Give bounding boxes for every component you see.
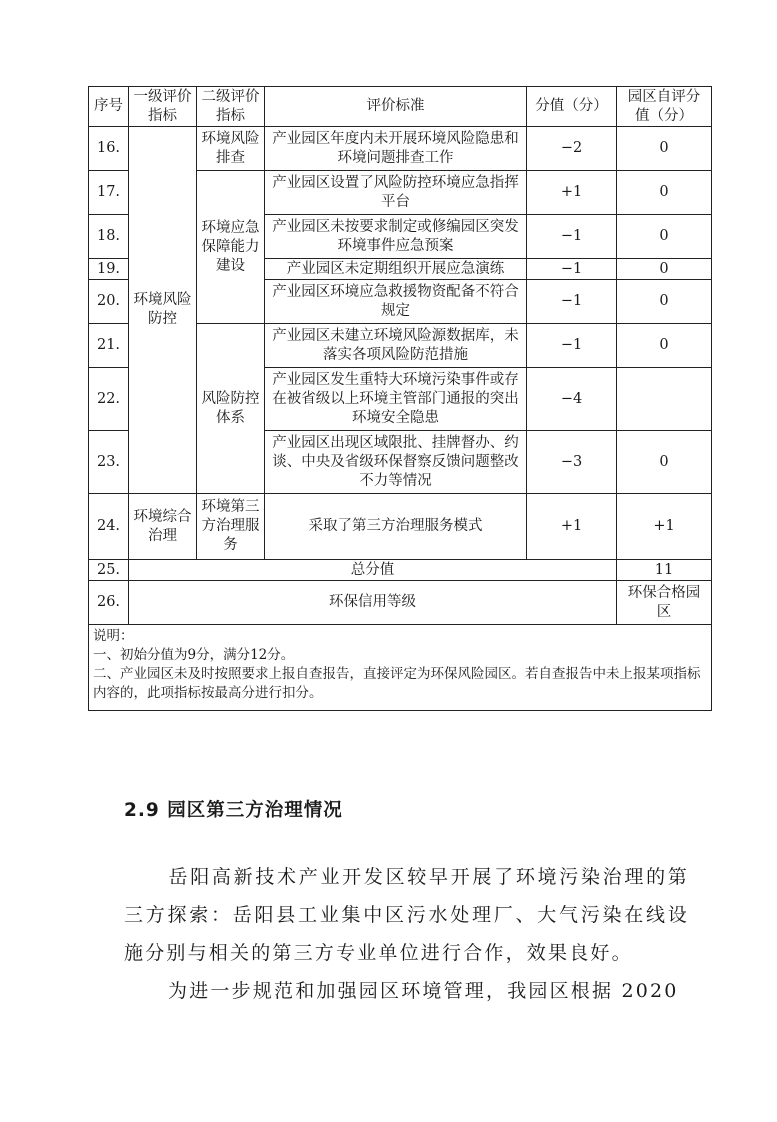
row-criterion: 采取了第三方治理服务模式 xyxy=(265,494,527,560)
row-score: −3 xyxy=(527,431,617,494)
level2-emergency-cell: 环境应急保障能力建设 xyxy=(197,171,265,324)
notes-cell xyxy=(89,625,712,711)
notes-title: 说明： xyxy=(93,628,134,644)
row-self-score xyxy=(617,368,712,431)
total-row xyxy=(89,560,712,581)
row-seq: 16. xyxy=(89,127,129,171)
row-self-score: 0 xyxy=(617,431,712,494)
section-heading: 2.9 园区第三方治理情况 xyxy=(124,800,343,821)
row-seq: 22. xyxy=(89,368,129,431)
row-seq: 17. xyxy=(89,171,129,215)
total-seq: 25. xyxy=(89,560,129,581)
row-criterion: 产业园区未定期组织开展应急演练 xyxy=(265,259,527,280)
row-criterion: 产业园区未建立环境风险源数据库，未落实各项风险防范措施 xyxy=(265,324,527,368)
row-criterion: 产业园区发生重特大环境污染事件或存在被省级以上环境主管部门通报的突出环境安全隐患 xyxy=(265,368,527,431)
row-self-score: 0 xyxy=(617,280,712,324)
header-level1: 一级评价指标 xyxy=(129,87,197,127)
table-header-row xyxy=(89,87,712,127)
row-seq: 18. xyxy=(89,215,129,259)
paragraph-2-text: 为进一步规范和加强园区环境管理，我园区根据 2020 xyxy=(168,980,679,1002)
row-criterion: 产业园区设置了风险防控环境应急指挥平台 xyxy=(265,171,527,215)
credit-label: 环保信用等级 xyxy=(129,581,617,625)
evaluation-table xyxy=(88,86,712,711)
level1-risk-cell: 环境风险防控 xyxy=(129,127,197,494)
level2-third-party-cell: 环境第三方治理服务 xyxy=(197,494,265,560)
header-level2: 二级评价指标 xyxy=(197,87,265,127)
notes-line-2: 二、产业园区未及时按照要求上报自查报告，直接评定为环保风险园区。若自查报告中未上报某项指标内容的，此项指标按最高分进行扣分。 xyxy=(93,666,701,701)
row-score: +1 xyxy=(527,494,617,560)
notes-row xyxy=(89,625,712,711)
paragraph-1-text: 岳阳高新技术产业开发区较早开展了环境污染治理的第三方探索：岳阳县工业集中区污水处理厂、大气污染在线设施分别与相关的第三方专业单位进行合作，效果良好。 xyxy=(124,866,689,964)
row-seq: 19. xyxy=(89,259,129,280)
row-self-score: 0 xyxy=(617,215,712,259)
row-criterion: 产业园区未按要求制定或修编园区突发环境事件应急预案 xyxy=(265,215,527,259)
table-row xyxy=(89,127,712,171)
row-self-score: 0 xyxy=(617,324,712,368)
table-row xyxy=(89,494,712,560)
level1-governance-cell: 环境综合治理 xyxy=(129,494,197,560)
row-score: −2 xyxy=(527,127,617,171)
row-self-score: 0 xyxy=(617,259,712,280)
row-criterion: 产业园区环境应急救援物资配备不符合规定 xyxy=(265,280,527,324)
row-seq: 23. xyxy=(89,431,129,494)
row-score: −1 xyxy=(527,280,617,324)
total-value: 11 xyxy=(617,560,712,581)
level2-inspection-cell: 环境风险排查 xyxy=(197,127,265,171)
row-score: +1 xyxy=(527,171,617,215)
row-score: −1 xyxy=(527,324,617,368)
credit-row xyxy=(89,581,712,625)
row-score: −1 xyxy=(527,215,617,259)
credit-value: 环保合格园区 xyxy=(617,581,712,625)
paragraph-1 xyxy=(124,858,689,972)
row-self-score: 0 xyxy=(617,171,712,215)
header-seq: 序号 xyxy=(89,87,129,127)
total-label: 总分值 xyxy=(129,560,617,581)
header-criterion: 评价标准 xyxy=(265,87,527,127)
header-score: 分值（分） xyxy=(527,87,617,127)
row-self-score: +1 xyxy=(617,494,712,560)
row-self-score: 0 xyxy=(617,127,712,171)
credit-seq: 26. xyxy=(89,581,129,625)
row-seq: 24. xyxy=(89,494,129,560)
paragraph-2 xyxy=(124,972,689,1010)
level2-prevention-cell: 风险防控体系 xyxy=(197,324,265,494)
notes-line-1: 一、初始分值为9分，满分12分。 xyxy=(93,647,295,663)
row-seq: 20. xyxy=(89,280,129,324)
row-criterion: 产业园区年度内未开展环境风险隐患和环境问题排查工作 xyxy=(265,127,527,171)
header-self-score: 园区自评分值（分） xyxy=(617,87,712,127)
row-score: −1 xyxy=(527,259,617,280)
row-criterion: 产业园区出现区域限批、挂牌督办、约谈、中央及省级环保督察反馈问题整改不力等情况 xyxy=(265,431,527,494)
row-score: −4 xyxy=(527,368,617,431)
row-seq: 21. xyxy=(89,324,129,368)
